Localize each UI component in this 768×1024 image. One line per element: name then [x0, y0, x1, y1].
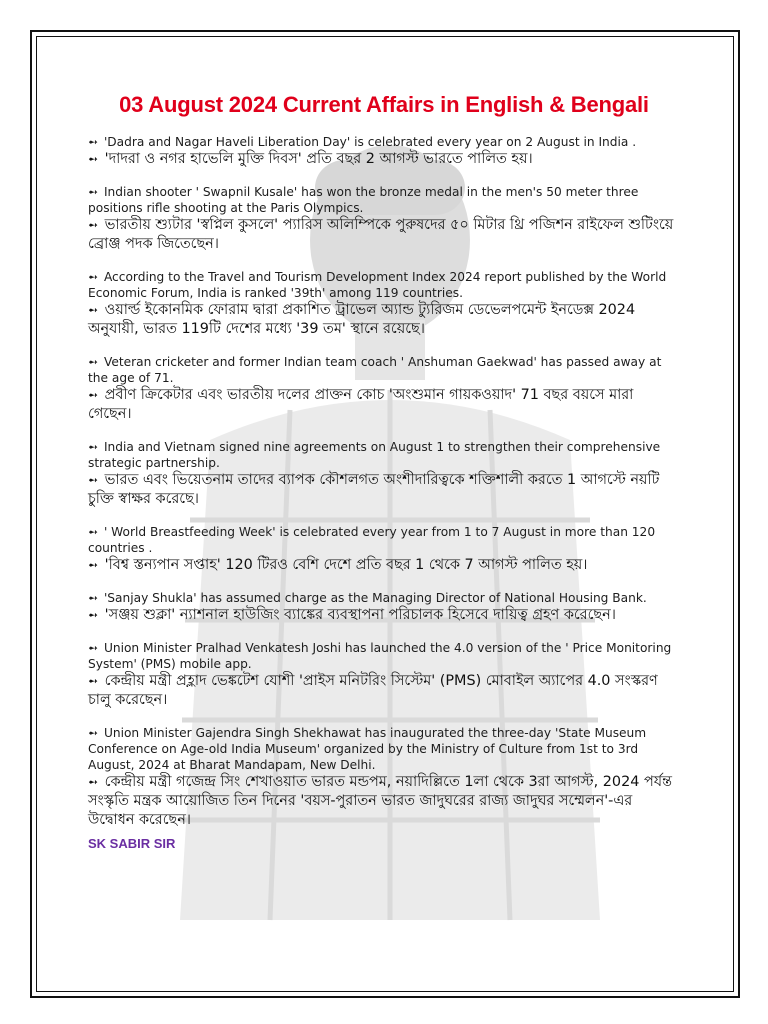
news-item	[88, 269, 680, 339]
news-item	[88, 725, 680, 830]
bengali-line: ➻ প্রবীণ ক্রিকেটার এবং ভারতীয় দলের প্রাক্তন কোচ 'অংশুমান গায়কওয়াদ' 71 বছর বয়সে মারা গেছেন।	[88, 387, 634, 422]
english-line: ➻ India and Vietnam signed nine agreements on August 1 to strengthen their comprehensive strategic partnership.	[88, 440, 661, 470]
english-line: ➻ 'Dadra and Nagar Haveli Liberation Day' is celebrated every year on 2 August in India .	[88, 135, 637, 149]
bengali-line: ➻ 'দাদরা ও নগর হাভেলি মুক্তি দিবস' প্রতি বছর 2 আগস্ট ভারতে পালিত হয়।	[88, 151, 533, 167]
right-arrow-icon: ➻	[88, 355, 99, 369]
right-arrow-icon: ➻	[88, 218, 99, 232]
news-item	[88, 184, 680, 254]
right-arrow-icon: ➻	[88, 525, 99, 539]
right-arrow-icon: ➻	[88, 641, 99, 655]
bengali-line: ➻ কেন্দ্রীয় মন্ত্রী গজেন্দ্র সিং শেখাওয়াত ভারত মন্ডপম, নয়াদিল্লিতে 1লা থেকে 3রা আগস্ট, 2024 পর্যন্ত সংস্কৃতি মন্ত্রক আয়োজিত তিন দিনের 'বয়স-পুরাতন ভারত জাদুঘরের রাজ্য জাদুঘর সম্মেলন'-এর উদ্বোধন করেছেন।	[88, 774, 672, 828]
bengali-line: ➻ ভারতীয় শ্যুটার 'স্বপ্নিল কুসলে' প্যারিস অলিম্পিকে পুরুষদের ৫০ মিটার থ্রি পজিশন রাইফেল শুটিংয়ে ব্রোঞ্জ পদক জিতেছেন।	[88, 217, 674, 252]
right-arrow-icon: ➻	[88, 726, 99, 740]
english-line: ➻ Union Minister Gajendra Singh Shekhawat has inaugurated the three-day 'State Museum Conference on Age-old India Museum' organized by the Ministry of Culture from 1st to 3rd August, 2024 at Bharat Mandapam, New Delhi.	[88, 726, 647, 772]
english-line: ➻ ' World Breastfeeding Week' is celebrated every year from 1 to 7 August in more than 120 countries .	[88, 525, 656, 555]
bengali-line: ➻ কেন্দ্রীয় মন্ত্রী প্রহ্লাদ ভেঙ্কটেশ যোশী 'প্রাইস মনিটরিং সিস্টেম' (PMS) মোবাইল অ্যাপের 4.0 সংস্করণ চালু করেছেন।	[88, 673, 658, 708]
news-item	[88, 524, 680, 575]
document-title: 03 August 2024 Current Affairs in English & Bengali	[119, 92, 649, 117]
right-arrow-icon: ➻	[88, 591, 99, 605]
news-item	[88, 134, 680, 169]
author-signature: SK SABIR SIR	[88, 836, 176, 851]
right-arrow-icon: ➻	[88, 152, 99, 166]
right-arrow-icon: ➻	[88, 775, 99, 789]
right-arrow-icon: ➻	[88, 558, 99, 572]
right-arrow-icon: ➻	[88, 674, 99, 688]
document-body	[88, 84, 680, 851]
english-line: ➻ Union Minister Pralhad Venkatesh Joshi has launched the 4.0 version of the ' Price Monitoring System' (PMS) mobile app.	[88, 641, 672, 671]
right-arrow-icon: ➻	[88, 185, 99, 199]
bengali-line: ➻ ভারত এবং ভিয়েতনাম তাদের ব্যাপক কৌশলগত অংশীদারিত্বকে শক্তিশালী করতে 1 আগস্টে নয়টি চুক্তি স্বাক্ষর করেছে।	[88, 472, 660, 507]
news-item	[88, 590, 680, 625]
bengali-line: ➻ ওয়ার্ল্ড ইকোনমিক ফোরাম দ্বারা প্রকাশিত ট্রাভেল অ্যান্ড ট্যুরিজম ডেভেলপমেন্ট ইনডেক্স 2024 অনুযায়ী, ভারত 119টি দেশের মধ্যে '39 তম' স্থানে রয়েছে।	[88, 302, 636, 337]
english-line: ➻ Veteran cricketer and former Indian team coach ' Anshuman Gaekwad' has passed away at the age of 71.	[88, 355, 662, 385]
english-line: ➻ According to the Travel and Tourism Development Index 2024 report published by the World Economic Forum, India is ranked '39th' among 119 countries.	[88, 270, 667, 300]
news-item	[88, 354, 680, 424]
right-arrow-icon: ➻	[88, 388, 99, 402]
right-arrow-icon: ➻	[88, 303, 99, 317]
english-line: ➻ 'Sanjay Shukla' has assumed charge as the Managing Director of National Housing Bank.	[88, 591, 647, 605]
english-line: ➻ Indian shooter ' Swapnil Kusale' has won the bronze medal in the men's 50 meter three positions rifle shooting at the Paris Olympics.	[88, 185, 639, 215]
right-arrow-icon: ➻	[88, 608, 99, 622]
right-arrow-icon: ➻	[88, 135, 99, 149]
bengali-line: ➻ 'সঞ্জয় শুক্লা' ন্যাশনাল হাউজিং ব্যাঙ্কের ব্যবস্থাপনা পরিচালক হিসেবে দায়িত্ব গ্রহণ করেছেন।	[88, 607, 616, 623]
right-arrow-icon: ➻	[88, 473, 99, 487]
bengali-line: ➻ 'বিশ্ব স্তন্যপান সপ্তাহ' 120 টিরও বেশি দেশে প্রতি বছর 1 থেকে 7 আগস্ট পালিত হয়।	[88, 557, 588, 573]
news-item	[88, 439, 680, 509]
right-arrow-icon: ➻	[88, 440, 99, 454]
right-arrow-icon: ➻	[88, 270, 99, 284]
news-item	[88, 640, 680, 710]
